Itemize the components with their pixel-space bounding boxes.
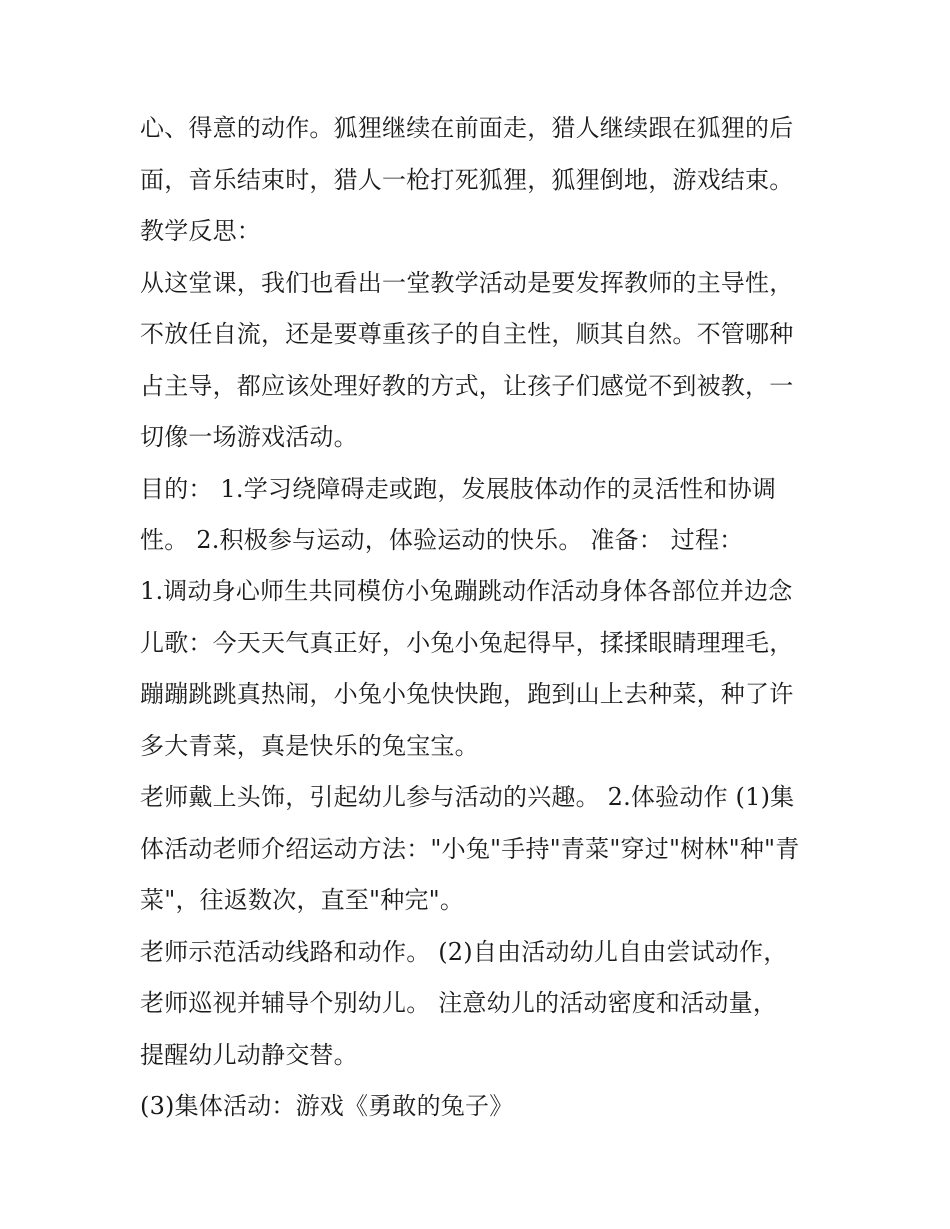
- text-line: 老师巡视并辅导个别幼儿。 注意幼儿的活动密度和活动量，: [140, 989, 778, 1017]
- text-line: 体活动老师介绍运动方法："小兔"手持"青菜"穿过"树林"种"青: [140, 835, 800, 863]
- text-line: 心、得意的动作。狐狸继续在前面走，猎人继续跟在狐狸的后: [140, 114, 794, 142]
- text-line: 1.调动身心师生共同模仿小兔蹦跳动作活动身体各部位并边念: [140, 577, 793, 605]
- text-line: 多大青菜，真是快乐的兔宝宝。: [140, 732, 479, 760]
- text-line: (3)集体活动：游戏《勇敢的兔子》: [140, 1092, 514, 1120]
- text-line: 老师示范活动线路和动作。 (2)自由活动幼儿自由尝试动作，: [140, 938, 788, 966]
- text-line: 面，音乐结束时，猎人一枪打死狐狸，狐狸倒地，游戏结束。: [140, 166, 794, 194]
- section-heading-reflection: 教学反思：: [140, 217, 261, 245]
- text-line: 目的： 1.学习绕障碍走或跑，发展肢体动作的灵活性和协调: [140, 475, 777, 503]
- text-line: 占主导，都应该处理好教的方式，让孩子们感觉不到被教，一: [140, 372, 794, 400]
- text-line: 不放任自流，还是要尊重孩子的自主性，顺其自然。不管哪种: [140, 320, 794, 348]
- text-line: 儿歌：今天天气真正好，小兔小兔起得早，揉揉眼睛理理毛，: [140, 629, 794, 657]
- text-line: 老师戴上头饰，引起幼儿参与活动的兴趣。 2.体验动作 (1)集: [140, 783, 795, 811]
- text-line: 从这堂课，我们也看出一堂教学活动是要发挥教师的主导性，: [140, 269, 794, 297]
- text-line: 蹦蹦跳跳真热闹，小兔小兔快快跑，跑到山上去种菜，种了许: [140, 680, 794, 708]
- text-line: 提醒幼儿动静交替。: [140, 1041, 358, 1069]
- text-line: 菜"，往返数次，直至"种完"。: [140, 886, 465, 914]
- text-line: 性。 2.积极参与运动，体验运动的快乐。 准备： 过程：: [140, 526, 744, 554]
- text-line: 切像一场游戏活动。: [140, 423, 358, 451]
